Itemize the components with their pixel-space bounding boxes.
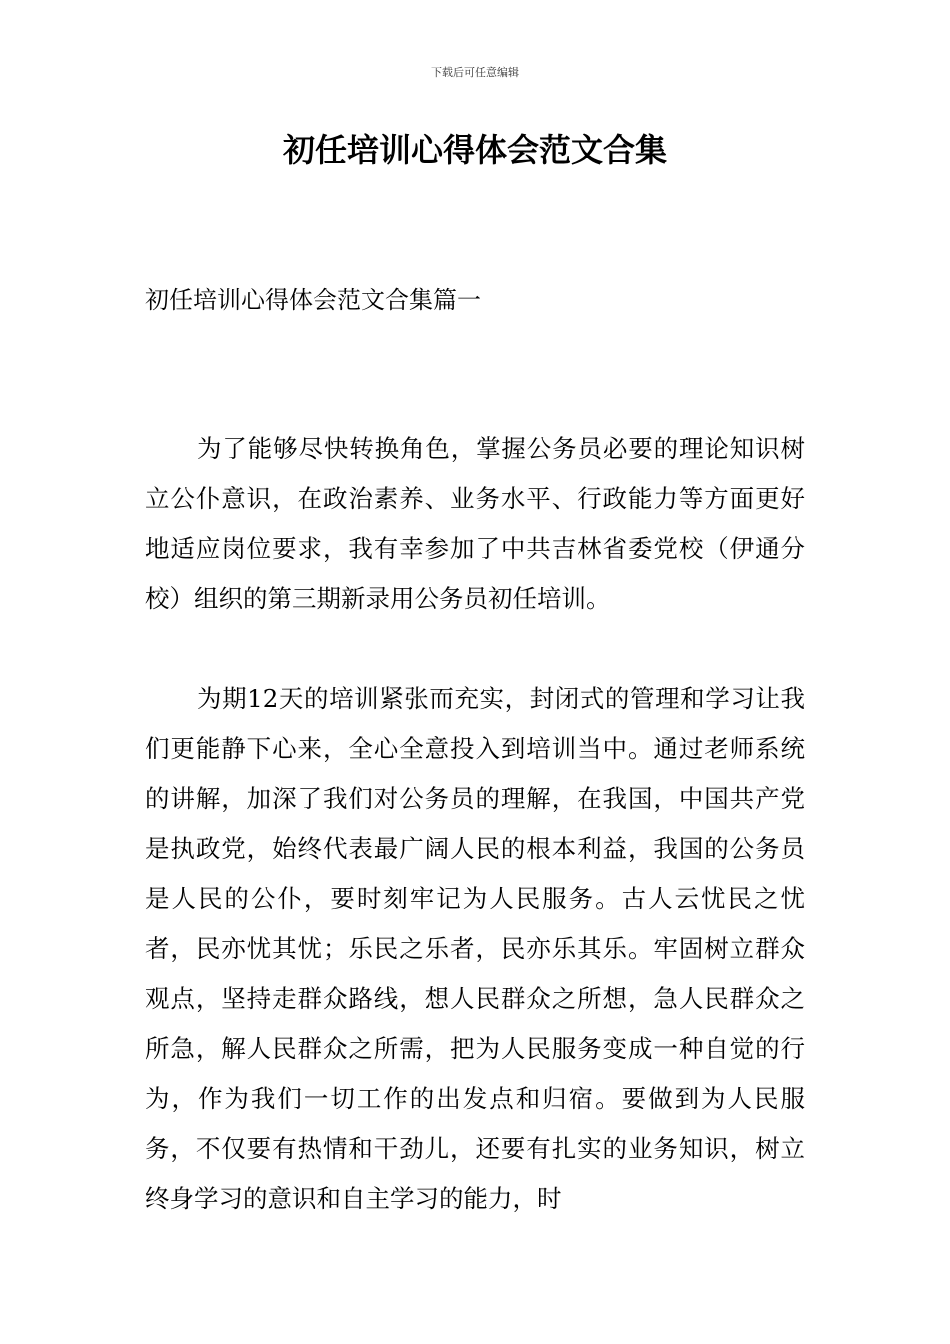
section-heading: 初任培训心得体会范文合集篇一 (145, 286, 481, 314)
paragraph-1: 为了能够尽快转换角色，掌握公务员必要的理论知识树立公仆意识，在政治素养、业务水平、行政能力等方面更好地适应岗位要求，我有幸参加了中共吉林省委党校（伊通分校）组织的第三期新录用公务员初任培训。 (145, 434, 805, 613)
paragraph-2: 为期12天的培训紧张而充实，封闭式的管理和学习让我们更能静下心来，全心全意投入到培训当中。通过老师系统的讲解，加深了我们对公务员的理解，在我国，中国共产党是执政党，始终代表最广阔人民的根本利益，我国的公务员是人民的公仆，要时刻牢记为人民服务。古人云忧民之忧者，民亦忧其忧；乐民之乐者，民亦乐其乐。牢固树立群众观点，坚持走群众路线，想人民群众之所想，急人民群众之所急，解人民群众之所需，把为人民服务变成一种自觉的行为，作为我们一切工作的出发点和归宿。要做到为人民服务，不仅要有热情和干劲儿，还要有扎实的业务知识，树立终身学习的意识和自主学习的能力，时 (145, 684, 805, 1213)
document-title: 初任培训心得体会范文合集 (282, 131, 667, 169)
header-note: 下载后可任意编辑 (431, 66, 519, 79)
